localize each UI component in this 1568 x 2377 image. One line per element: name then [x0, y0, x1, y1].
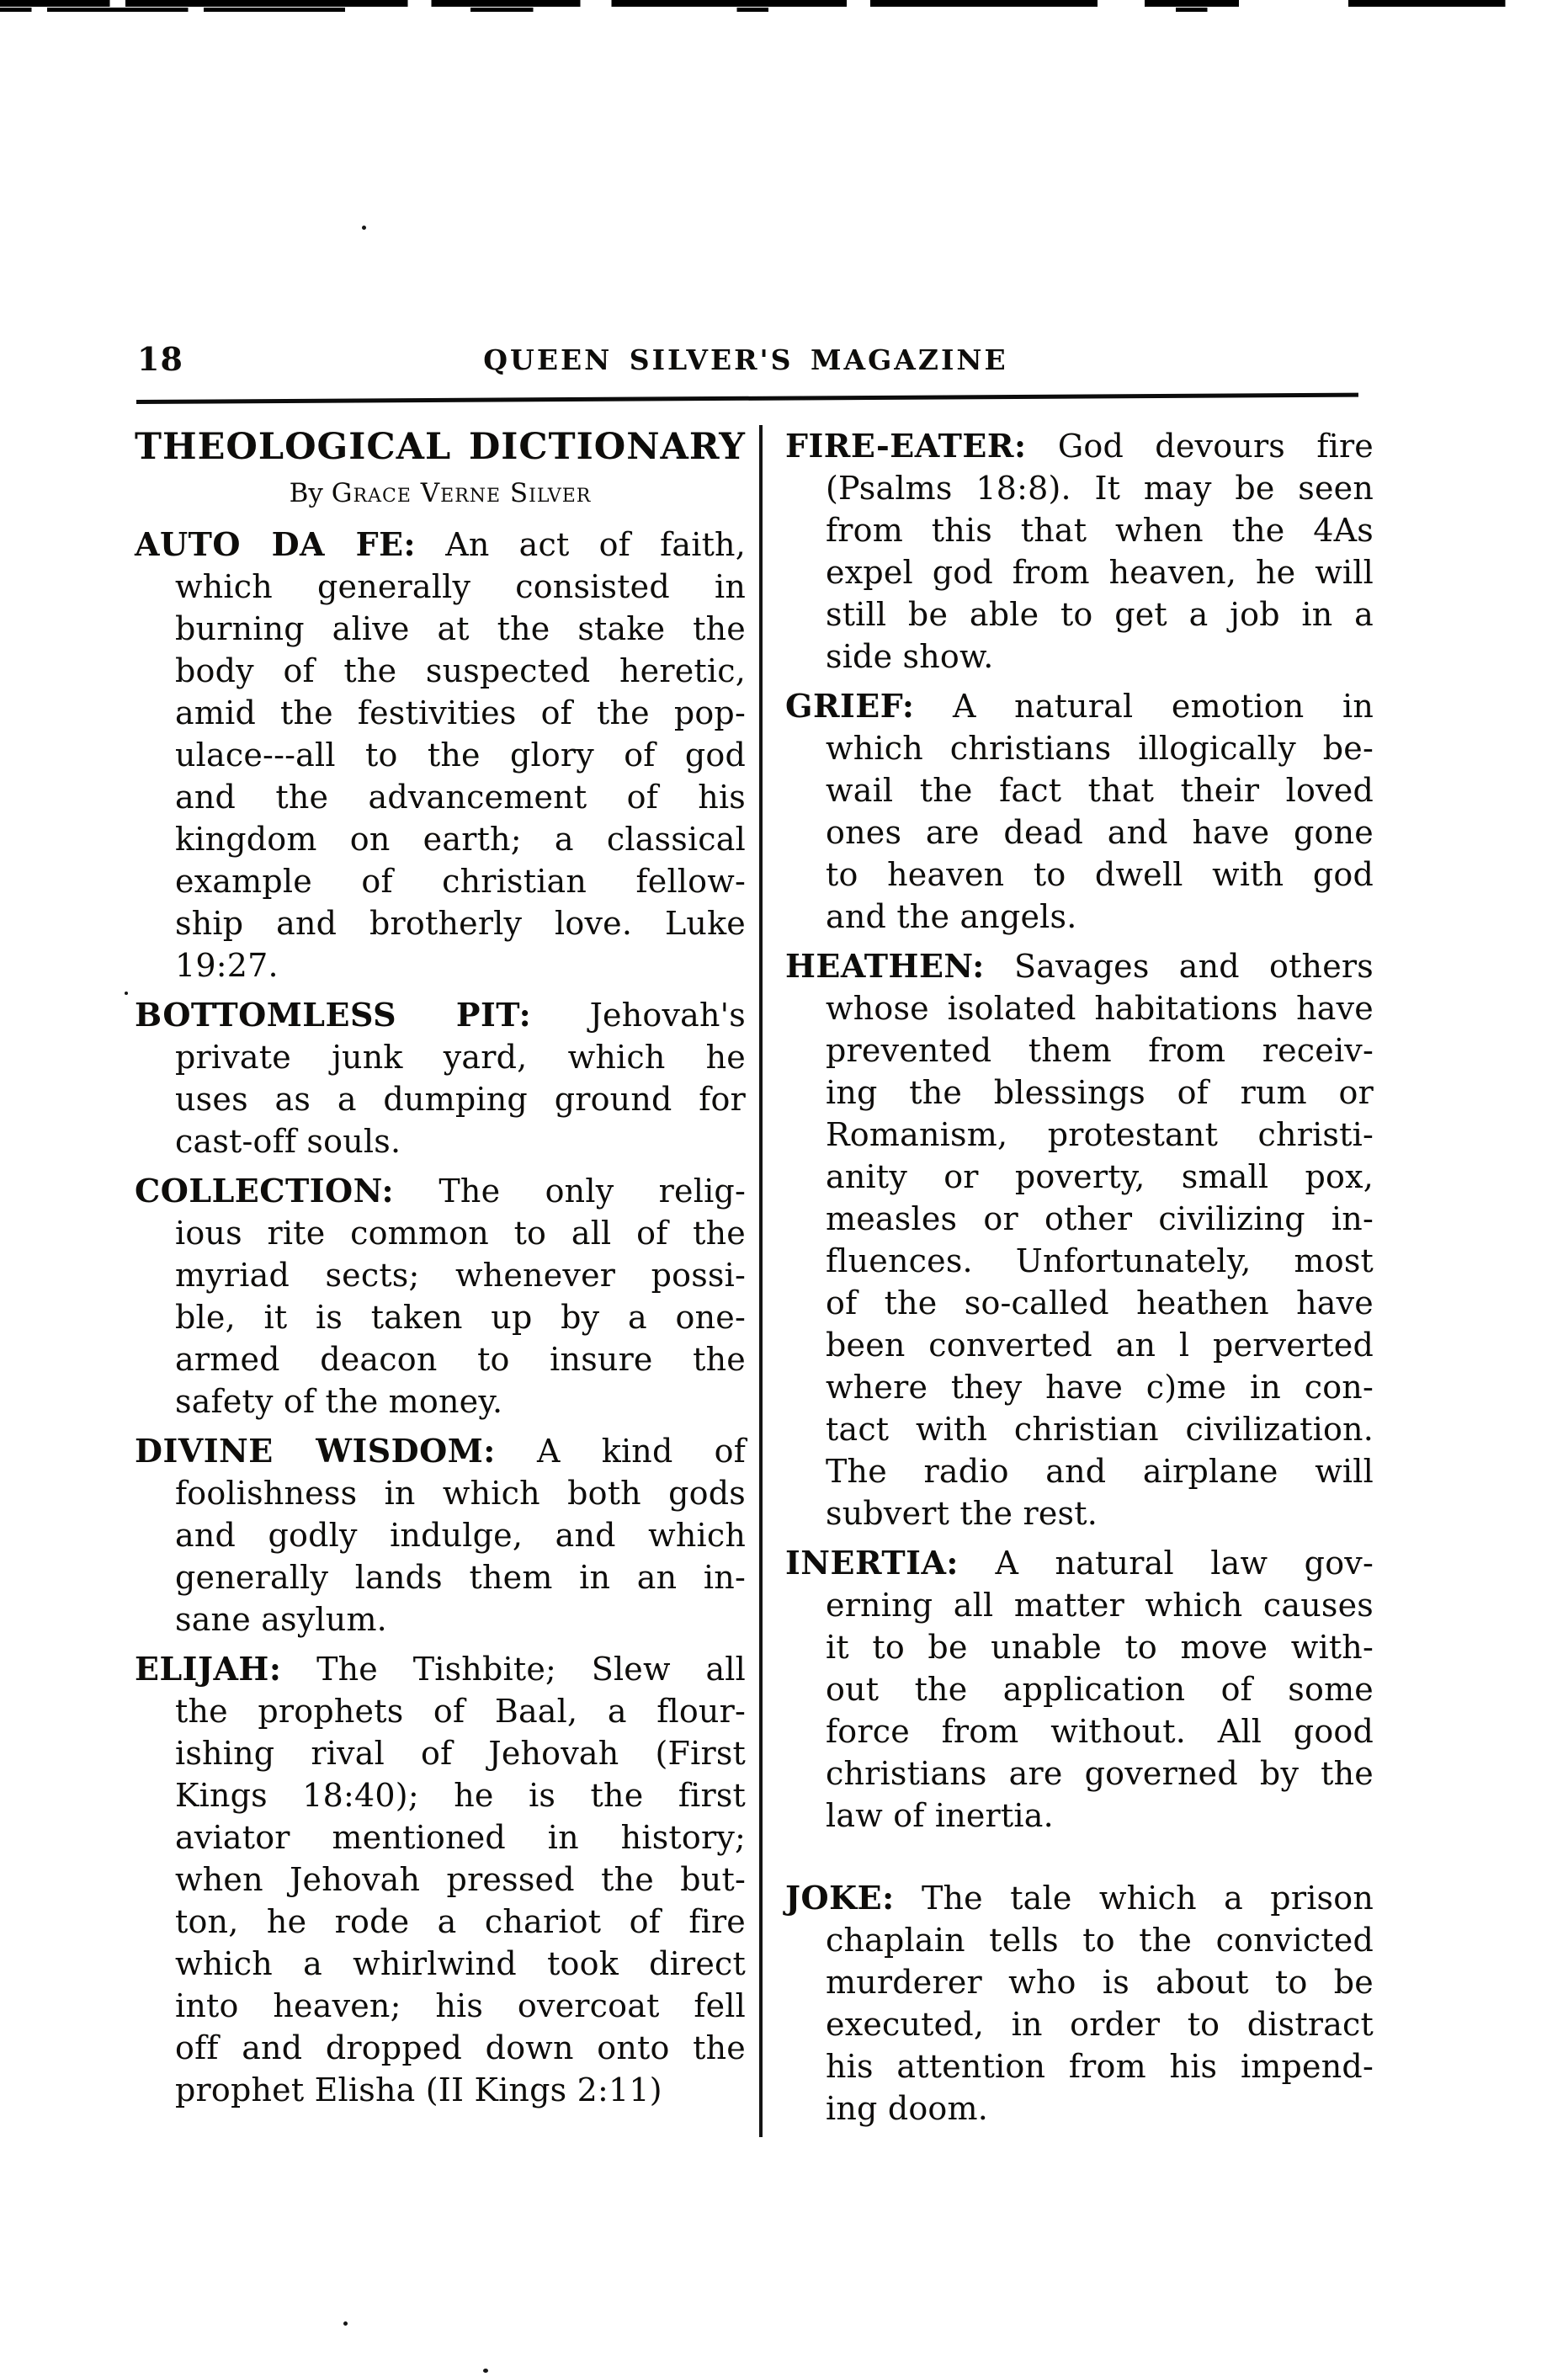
entry-line: myriad sects; whenever possi- [175, 1257, 746, 1294]
entry-line: safety of the money. [175, 1383, 503, 1420]
entry-line: ulace---all to the glory of god [175, 736, 746, 774]
entry-line: generally lands them in an in- [175, 1559, 746, 1596]
entry-line [135, 524, 746, 566]
entry-line: it to be unable to move with- [826, 1629, 1374, 1666]
entry-line [135, 994, 746, 1036]
entry-line: fluences. Unfortunately, most [826, 1242, 1374, 1279]
entry-line: amid the festivities of the pop- [175, 694, 746, 731]
entry-line: prophet Elisha (II Kings 2:11) [175, 2071, 662, 2108]
entry-line [785, 945, 1374, 987]
entry-term: ELIJAH: [135, 1650, 282, 1688]
entry-line: foolishness in which both gods [175, 1475, 746, 1512]
byline-by: By [289, 478, 323, 508]
right-column [759, 425, 1374, 2137]
dictionary-entry [135, 1648, 746, 2111]
entry-line: force from without. All good [826, 1713, 1374, 1750]
left-entries [135, 524, 746, 2111]
dictionary-entry [785, 945, 1374, 1534]
entry-line: into heaven; his overcoat fell [175, 1987, 746, 2024]
entry-line: wail the fact that their loved [826, 772, 1374, 809]
entry-term: INERTIA: [785, 1544, 959, 1582]
scan-speck [483, 2369, 488, 2373]
entry-line: out the application of some [826, 1671, 1374, 1708]
entry-line: ship and brotherly love. Luke [175, 905, 746, 942]
entry-line: erning all matter which causes [826, 1587, 1374, 1624]
entry-line [785, 1542, 1374, 1584]
scan-speck [343, 2321, 348, 2326]
entry-line: from this that when the 4As [826, 512, 1374, 549]
entry-line: the prophets of Baal, a flour- [175, 1693, 746, 1730]
entry-line: prevented them from receiv- [826, 1032, 1374, 1069]
dictionary-entry [135, 1170, 746, 1422]
entry-line: aviator mentioned in history; [175, 1819, 746, 1856]
left-column [135, 425, 759, 2119]
entry-first-line-text: A natural emotion in [952, 688, 1374, 725]
entry-term: COLLECTION: [135, 1172, 395, 1210]
content-columns [135, 425, 1376, 2137]
entry-line: measles or other civilizing in- [826, 1200, 1374, 1237]
entry-term: HEATHEN: [785, 947, 985, 985]
entry-line: to heaven to dwell with god [826, 856, 1374, 893]
entry-line [785, 425, 1374, 467]
entry-line [785, 1877, 1374, 1919]
entry-line: ones are dead and have gone [826, 814, 1374, 851]
entry-line: murderer who is about to be [826, 1964, 1374, 2001]
magazine-title: QUEEN SILVER'S MAGAZINE [483, 343, 1008, 376]
entry-first-line-text: A kind of [536, 1433, 746, 1470]
entry-first-line-text: Savages and others [1014, 948, 1374, 985]
entry-line [135, 1430, 746, 1472]
entry-line: christians are governed by the [826, 1755, 1374, 1792]
entry-first-line-text: The Tishbite; Slew all [316, 1651, 746, 1688]
entry-line: executed, in order to distract [826, 2006, 1374, 2043]
dictionary-entry [135, 994, 746, 1162]
entry-line: which a whirlwind took direct [175, 1945, 746, 1982]
entry-line: anity or poverty, small pox, [826, 1158, 1374, 1195]
entry-first-line-text: Jehovah's [589, 997, 746, 1034]
article-title: THEOLOGICAL DICTIONARY [135, 426, 746, 468]
entry-line: where they have c)me in con- [826, 1369, 1374, 1406]
dictionary-entry [785, 1542, 1374, 1837]
entry-term: AUTO DA FE: [135, 525, 417, 563]
header-rule [136, 393, 1358, 404]
dictionary-entry [785, 1877, 1374, 2130]
entry-line: which christians illogically be- [826, 730, 1374, 767]
entry-line: which generally consisted in [175, 568, 746, 605]
entry-line: ious rite common to all of the [175, 1215, 746, 1252]
entry-term: BOTTOMLESS PIT: [135, 996, 532, 1034]
entry-line [135, 1170, 746, 1212]
scan-speck [125, 992, 128, 995]
entry-line: subvert the rest. [826, 1495, 1098, 1532]
entry-line: chaplain tells to the convicted [826, 1922, 1374, 1959]
entry-line: still be able to get a job in a [826, 596, 1374, 633]
entry-line: armed deacon to insure the [175, 1341, 746, 1378]
entry-line: been converted an l perverted [826, 1327, 1374, 1364]
dictionary-entry [785, 425, 1374, 678]
entry-line: ishing rival of Jehovah (First [175, 1735, 746, 1772]
entry-line: tact with christian civilization. [826, 1411, 1374, 1448]
scan-artifact-top-bar-2 [0, 8, 1568, 12]
entry-term: FIRE-EATER: [785, 427, 1027, 465]
entry-line: 19:27. [175, 947, 279, 984]
entry-first-line-text: The tale which a prison [921, 1880, 1374, 1917]
entry-line: his attention from his impend- [826, 2048, 1374, 2085]
scan-artifact-top-bar [0, 0, 1568, 7]
entry-line: off and dropped down onto the [175, 2029, 746, 2066]
entry-line: kingdom on earth; a classical [175, 821, 746, 858]
entry-first-line-text: An act of faith, [445, 526, 747, 563]
dictionary-entry [135, 524, 746, 986]
entry-first-line-text: A natural law gov- [995, 1545, 1374, 1582]
entry-line: example of christian fellow- [175, 863, 746, 900]
entry-term: DIVINE WISDOM: [135, 1432, 496, 1470]
entry-line: when Jehovah pressed the but- [175, 1861, 746, 1898]
entry-line: side show. [826, 638, 994, 675]
entry-line: (Psalms 18:8). It may be seen [826, 470, 1374, 507]
entry-line: ing doom. [826, 2090, 989, 2127]
right-entries [785, 425, 1374, 2130]
entry-line [785, 685, 1374, 727]
page-number: 18 [137, 340, 183, 378]
scan-speck [362, 226, 366, 230]
entry-line: ton, he rode a chariot of fire [175, 1903, 746, 1940]
entry-line: expel god from heaven, he will [826, 554, 1374, 591]
entry-line: ing the blessings of rum or [826, 1074, 1374, 1111]
entry-line: ble, it is taken up by a one- [175, 1299, 746, 1336]
entry-line: The radio and airplane will [826, 1453, 1374, 1490]
entry-line: and the advancement of his [175, 779, 746, 816]
entry-line: uses as a dumping ground for [175, 1081, 746, 1118]
entry-line: burning alive at the stake the [175, 610, 746, 647]
byline-author: Grace Verne Silver [331, 478, 592, 508]
dictionary-entry [135, 1430, 746, 1641]
entry-line: sane asylum. [175, 1601, 387, 1638]
byline [135, 474, 746, 513]
entry-first-line-text: The only relig- [439, 1173, 746, 1210]
entry-line: body of the suspected heretic, [175, 652, 746, 689]
entry-term: GRIEF: [785, 687, 915, 725]
entry-line: private junk yard, which he [175, 1039, 746, 1076]
entry-line: whose isolated habitations have [826, 990, 1374, 1027]
entry-line: of the so-called heathen have [826, 1284, 1374, 1321]
entry-line [135, 1648, 746, 1690]
entry-term: JOKE: [785, 1879, 895, 1917]
dictionary-entry [785, 685, 1374, 938]
entry-line: Romanism, protestant christi- [826, 1116, 1374, 1153]
entry-line: and the angels. [826, 898, 1077, 935]
entry-line: law of inertia. [826, 1797, 1054, 1834]
entry-first-line-text: God devours fire [1057, 428, 1374, 465]
entry-line: cast-off souls. [175, 1123, 401, 1160]
entry-line: Kings 18:40); he is the first [175, 1777, 746, 1814]
entry-line: and godly indulge, and which [175, 1517, 746, 1554]
